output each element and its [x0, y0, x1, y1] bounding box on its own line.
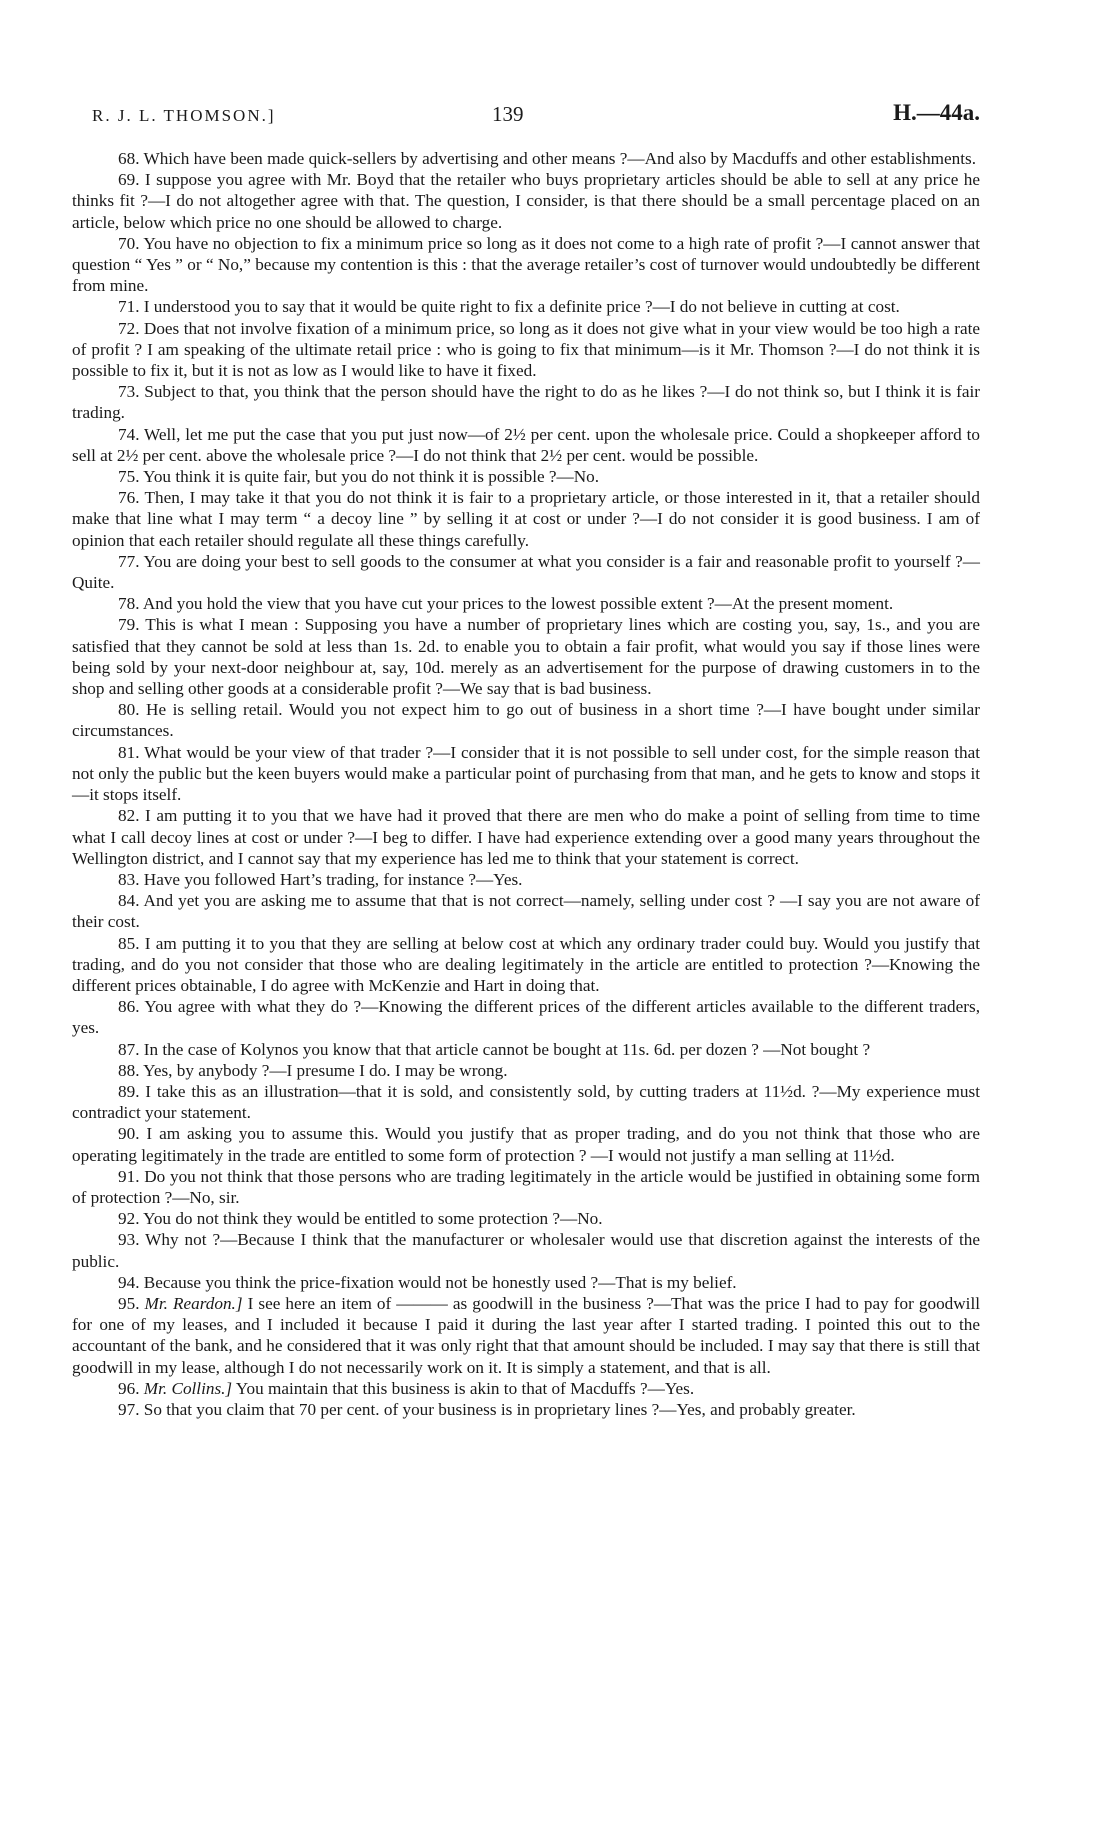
- page-header: [72, 100, 980, 134]
- question-82: 82. I am putting it to you that we have had it proved that there are men who do make a point of selling from time to time what I call decoy lines at cost or under ?—I beg to differ. I have had experience extending over a good many years throughout the Wellington district, and I cannot say that my experience has led me to think that your statement is correct.: [72, 806, 980, 868]
- question-number: 96.: [118, 1378, 144, 1398]
- testimony-body: [72, 148, 980, 1420]
- question-96: [72, 1378, 980, 1399]
- question-93: 93. Why not ?—Because I think that the manufacturer or wholesaler would use that discretion against the interests of the public.: [72, 1230, 980, 1271]
- question-78: 78. And you hold the view that you have cut your prices to the lowest possible extent ?—At the present moment.: [118, 594, 894, 614]
- question-92: 92. You do not think they would be entitled to some protection ?—No.: [118, 1209, 603, 1229]
- question-71: 71. I understood you to say that it would be quite right to fix a definite price ?—I do not believe in cutting at cost.: [118, 297, 900, 317]
- question-91: 91. Do you not think that those persons who are trading legitimately in the article would be justified in obtaining some form of protection ?—No, sir.: [72, 1166, 980, 1207]
- question-88: 88. Yes, by anybody ?—I presume I do. I may be wrong.: [118, 1060, 508, 1080]
- question-84: 84. And yet you are asking me to assume that that is not correct—namely, selling under cost ? —I say you are not aware of their cost.: [72, 891, 980, 932]
- question-79: 79. This is what I mean : Supposing you have a number of proprietary lines which are costing you, say, 1s., and you are satisfied that they cannot be sold at less than 1s. 2d. to enable you to obtain a fair profit, what would you say if those lines were being sold by your next-door neighbour at, say, 10d. merely as an advertisement for the purpose of drawing customers in to the shop and selling other goods at a considerable profit ?—We say that is bad business.: [72, 615, 980, 699]
- question-69: 69. I suppose you agree with Mr. Boyd that the retailer who buys proprietary articles should be able to sell at any price he thinks fit ?—I do not altogether agree with that. The question, I consider, is that there should be a small percentage placed on an article, below which price no one should be allowed to charge.: [72, 170, 980, 232]
- question-80: 80. He is selling retail. Would you not expect him to go out of business in a short time ?—I have bought under similar circumstances.: [72, 700, 980, 741]
- document-reference: H.—44a.: [893, 100, 980, 125]
- question-77: 77. You are doing your best to sell goods to the consumer at what you consider is a fair and reasonable profit to yourself ?—Quite.: [72, 551, 980, 593]
- question-83: 83. Have you followed Hart’s trading, for instance ?—Yes.: [118, 869, 523, 889]
- question-86: 86. You agree with what they do ?—Knowing the different prices of the different articles available to the different traders, yes.: [72, 997, 980, 1038]
- speaker-name: Mr. Reardon.]: [144, 1293, 243, 1313]
- question-90: 90. I am asking you to assume this. Would you justify that as proper trading, and do you not think that those who are operating legitimately in the trade are entitled to some form of protection ? —I would not justify a man selling at 11½d.: [72, 1124, 980, 1165]
- question-76: 76. Then, I may take it that you do not think it is fair to a proprietary article, or those interested in it, that a retailer should make that line what I may term “ a decoy line ” by selling it at cost or under ?—I do not consider it is good business. I am of opinion that each retailer should regulate all these things carefully.: [72, 488, 980, 550]
- question-89: 89. I take this as an illustration—that it is sold, and consistently sold, by cutting traders at 11½d. ?—My experience must contradict your statement.: [72, 1081, 980, 1123]
- page-number: 139: [492, 102, 524, 126]
- question-number: 95.: [118, 1293, 145, 1313]
- question-text: You maintain that this business is akin to that of Macduffs ?—Yes.: [232, 1378, 695, 1398]
- question-97: 97. So that you claim that 70 per cent. of your business is in proprietary lines ?—Yes, and probably greater.: [118, 1399, 856, 1419]
- question-81: 81. What would be your view of that trader ?—I consider that it is not possible to sell under cost, for the simple reason that not only the public but the keen buyers would make a particular point of purchasing from that man, and he gets to know and stops it—it stops itself.: [72, 742, 980, 805]
- question-text: I see here an item of ——— as goodwill in the business ?—That was the price I had to pay for goodwill for one of my leases, and I included it because I paid it during the last year after I started trading. I pointed this out to the accountant of the bank, and he considered that it was only right that that amount should be included. I may say that there is still that goodwill in my lease, although I do not necessarily work on it. It is simply a statement, and that is all.: [72, 1293, 981, 1377]
- question-72: 72. Does that not involve fixation of a minimum price, so long as it does not give what in your view would be too high a rate of profit ? I am speaking of the ultimate retail price : who is going to fix that minimum—is it Mr. Thomson ?—I do not think it is possible to fix it, but it is not as low as I would like to have it fixed.: [72, 318, 980, 381]
- question-68: 68. Which have been made quick-sellers by advertising and other means ?—And also by Macduffs and other establishments.: [118, 149, 977, 168]
- question-73: 73. Subject to that, you think that the person should have the right to do as he likes ?—I do not think so, but I think it is fair trading.: [72, 382, 980, 423]
- question-75: 75. You think it is quite fair, but you do not think it is possible ?—No.: [118, 467, 600, 487]
- speaker-name: Mr. Collins.]: [143, 1378, 233, 1398]
- question-74: 74. Well, let me put the case that you put just now—of 2½ per cent. upon the wholesale price. Could a shopkeeper afford to sell at 2½ per cent. above the wholesale price ?—I do not think that 2½ per cent. would be possible.: [72, 424, 980, 465]
- question-70: 70. You have no objection to fix a minimum price so long as it does not come to a high rate of profit ?—I cannot answer that question “ Yes ” or “ No,” because my contention is this : that the average retailer’s cost of turnover would undoubtedly be different from mine.: [72, 233, 980, 296]
- question-95: [72, 1293, 980, 1378]
- question-85: 85. I am putting it to you that they are selling at below cost at which any ordinary trader could buy. Would you justify that trading, and do you not consider that those who are dealing legitimately in the article are entitled to protection ?—Knowing the different prices obtainable, I do agree with McKenzie and Hart in doing that.: [72, 933, 980, 995]
- document-page: [72, 100, 980, 1420]
- witness-heading: R. J. L. THOMSON.]: [92, 106, 276, 125]
- question-94: 94. Because you think the price-fixation would not be honestly used ?—That is my belief.: [118, 1272, 737, 1292]
- question-87: 87. In the case of Kolynos you know that that article cannot be bought at 11s. 6d. per dozen ? —Not bought ?: [118, 1039, 871, 1059]
